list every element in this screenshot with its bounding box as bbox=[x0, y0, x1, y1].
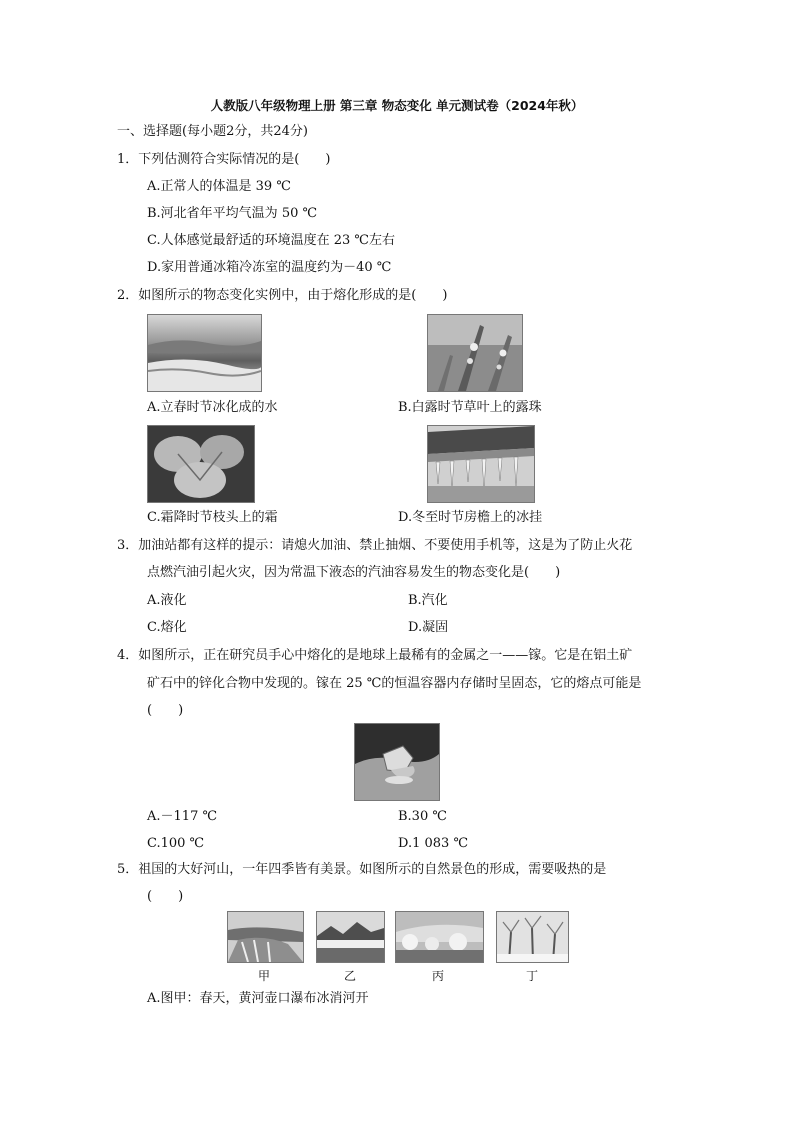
q4-option-c: C.100 ℃ bbox=[147, 836, 205, 851]
caption-jia: 甲 bbox=[257, 969, 270, 983]
q4-stem-line3: ( ) bbox=[147, 703, 184, 718]
q4-stem-line2: 矿石中的锌化合物中发现的。镓在 25 ℃的恒温容器内存储时呈固态，它的熔点可能是 bbox=[147, 676, 642, 691]
q2-option-c: C.霜降时节枝头上的霜 bbox=[147, 510, 278, 525]
photo-jia-waterfall bbox=[227, 911, 304, 963]
caption-yi: 乙 bbox=[343, 969, 356, 983]
q3-option-c: C.熔化 bbox=[147, 620, 187, 635]
q1-option-d: D.家用普通冰箱冷冻室的温度约为－40 ℃ bbox=[147, 260, 392, 275]
q4-option-a: A.－117 ℃ bbox=[147, 809, 218, 824]
photo-frost-on-leaves bbox=[147, 425, 255, 503]
q1-option-b: B.河北省年平均气温为 50 ℃ bbox=[147, 206, 318, 221]
q4-option-d: D.1 083 ℃ bbox=[398, 836, 468, 851]
photo-gallium-in-hand bbox=[354, 723, 440, 801]
q1-option-a: A.正常人的体温是 39 ℃ bbox=[147, 179, 291, 194]
photo-icicles-on-eaves bbox=[427, 425, 535, 503]
q1-stem: 1．下列估测符合实际情况的是( ) bbox=[117, 152, 331, 167]
photo-ding-snow-trees bbox=[496, 911, 569, 963]
q3-option-a: A.液化 bbox=[147, 593, 187, 608]
photo-dew-on-grass bbox=[427, 314, 523, 392]
q5-option-a: A.图甲：春天，黄河壶口瀑布冰消河开 bbox=[147, 991, 369, 1006]
q3-stem-line2: 点燃汽油引起火灾，因为常温下液态的汽油容易发生的物态变化是( ) bbox=[147, 565, 561, 580]
section-heading: 一、选择题(每小题2分，共24分) bbox=[117, 124, 308, 139]
q2-stem: 2．如图所示的物态变化实例中，由于熔化形成的是( ) bbox=[117, 288, 448, 303]
q3-stem-line1: 3．加油站都有这样的提示：请熄火加油、禁止抽烟、不要使用手机等，这是为了防止火花 bbox=[117, 538, 633, 553]
q1-option-c: C.人体感觉最舒适的环境温度在 23 ℃左右 bbox=[147, 233, 395, 248]
photo-yi-fog-mountains bbox=[316, 911, 385, 963]
q2-option-a: A.立春时节冰化成的水 bbox=[147, 400, 278, 415]
q5-stem-line1: 5．祖国的大好河山，一年四季皆有美景。如图所示的自然景色的形成，需要吸热的是 bbox=[117, 862, 607, 877]
q3-option-b: B.汽化 bbox=[408, 593, 448, 608]
q3-option-d: D.凝固 bbox=[408, 620, 449, 635]
q2-option-d: D.冬至时节房檐上的冰挂 bbox=[398, 510, 543, 525]
q5-stem-line2: ( ) bbox=[147, 889, 184, 904]
photo-melting-ice bbox=[147, 314, 262, 392]
caption-bing: 丙 bbox=[431, 969, 444, 983]
q4-option-b: B.30 ℃ bbox=[398, 809, 447, 824]
photo-bing-rime-trees bbox=[395, 911, 484, 963]
q4-stem-line1: 4．如图所示，正在研究员手心中熔化的是地球上最稀有的金属之一——镓。它是在铝土矿 bbox=[117, 648, 633, 663]
page-title: 人教版八年级物理上册 第三章 物态变化 单元测试卷（2024年秋） bbox=[210, 98, 584, 113]
q2-option-b: B.白露时节草叶上的露珠 bbox=[398, 400, 542, 415]
caption-ding: 丁 bbox=[525, 969, 538, 983]
